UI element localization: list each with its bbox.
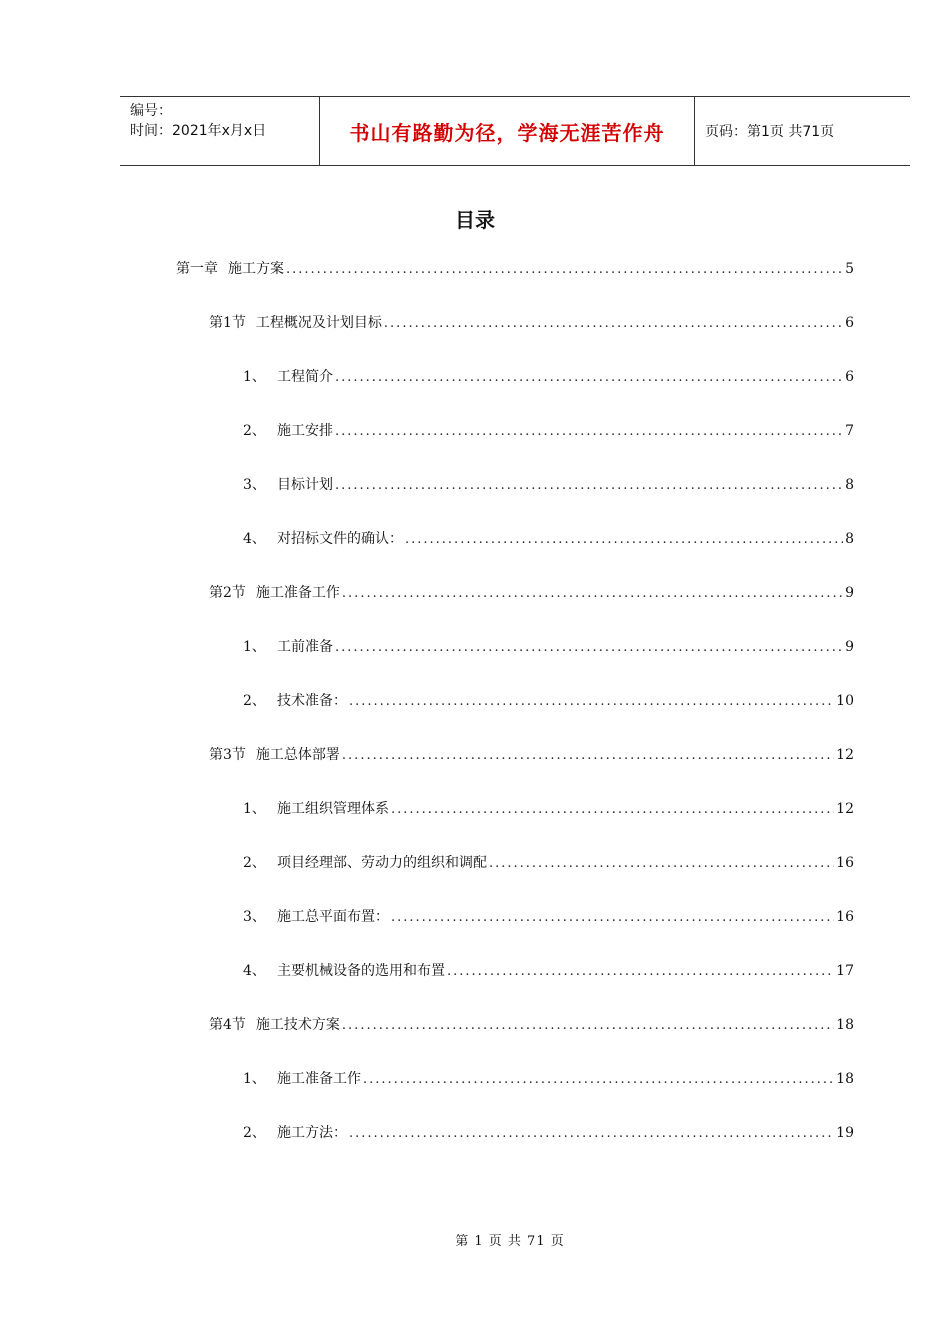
toc-entry-page: 7 <box>845 423 854 439</box>
header-page-info: 页码：第1页 共71页 <box>705 124 835 140</box>
toc-entry-number: 1、 <box>243 801 266 817</box>
toc-dot-leader <box>447 964 834 979</box>
toc-entry-title: 工前准备 <box>277 639 333 655</box>
toc-entry-page: 16 <box>836 909 854 925</box>
toc-entry[interactable] <box>209 1014 854 1038</box>
toc-entry-page: 10 <box>836 693 854 709</box>
toc-entry-page: 6 <box>845 315 854 331</box>
toc-entry-title: 施工技术方案 <box>255 1017 340 1033</box>
toc-entry[interactable] <box>176 258 854 282</box>
toc-entry-title: 对招标文件的确认： <box>277 531 403 547</box>
toc-entry[interactable] <box>243 528 854 552</box>
toc-entry-page: 12 <box>836 747 854 763</box>
document-header <box>120 96 910 166</box>
toc-entry-title: 施工安排 <box>277 423 333 439</box>
toc-entry-page: 9 <box>845 639 854 655</box>
toc-entry-page: 8 <box>845 477 854 493</box>
toc-dot-leader <box>335 640 843 655</box>
toc-entry[interactable] <box>243 960 854 984</box>
toc-title: 目录 <box>455 208 495 232</box>
toc-entry-number: 3、 <box>243 477 266 493</box>
toc-entry[interactable] <box>243 420 854 444</box>
toc-entry-number: 第2节 <box>209 585 246 601</box>
toc-entry-number: 2、 <box>243 1125 266 1141</box>
time-label: 时间：2021年x月x日 <box>130 123 267 139</box>
toc-dot-leader <box>335 478 843 493</box>
toc-dot-leader <box>489 856 834 871</box>
toc-entry[interactable] <box>243 798 854 822</box>
toc-entry-title: 施工总体部署 <box>255 747 340 763</box>
toc-entry-title: 施工准备工作 <box>277 1071 361 1087</box>
toc-entry-page: 8 <box>845 531 854 547</box>
toc-entry-title: 主要机械设备的选用和布置 <box>277 963 445 979</box>
toc-entry[interactable] <box>243 852 854 876</box>
toc-entry-number: 第3节 <box>209 747 246 763</box>
toc-dot-leader <box>286 262 843 277</box>
toc-entry-page: 19 <box>836 1125 854 1141</box>
toc-dot-leader <box>342 1018 834 1033</box>
toc-entry-number: 4、 <box>243 963 266 979</box>
toc-entry-page: 18 <box>836 1071 854 1087</box>
toc-dot-leader <box>405 532 843 547</box>
page-footer: 第 1 页 共 71 页 <box>455 1234 565 1249</box>
toc-dot-leader <box>349 694 834 709</box>
toc-entry[interactable] <box>209 744 854 768</box>
toc-entry-page: 5 <box>845 261 854 277</box>
toc-entry[interactable] <box>243 906 854 930</box>
serial-label: 编号： <box>130 103 172 119</box>
toc-entry-title: 项目经理部、劳动力的组织和调配 <box>277 855 487 871</box>
toc-dot-leader <box>342 748 834 763</box>
toc-entry-title: 目标计划 <box>277 477 333 493</box>
toc-entry-number: 4、 <box>243 531 266 547</box>
toc-entry-title: 施工总平面布置： <box>277 909 389 925</box>
toc-dot-leader <box>391 910 834 925</box>
toc-entry[interactable] <box>243 690 854 714</box>
toc-entry-page: 12 <box>836 801 854 817</box>
toc-entry-number: 1、 <box>243 369 266 385</box>
toc-entry-number: 1、 <box>243 639 266 655</box>
toc-dot-leader <box>335 370 843 385</box>
toc-entry-number: 2、 <box>243 693 266 709</box>
toc-entry[interactable] <box>243 474 854 498</box>
toc-entry-title: 施工准备工作 <box>255 585 340 601</box>
toc-dot-leader <box>335 424 843 439</box>
header-meta <box>120 97 320 165</box>
toc-entry-number: 2、 <box>243 423 266 439</box>
toc-entry-number: 第一章 <box>176 261 218 277</box>
toc-entry-title: 技术准备： <box>277 693 347 709</box>
toc-entry[interactable] <box>243 636 854 660</box>
toc-entry-number: 第1节 <box>209 315 246 331</box>
toc-entry-title: 施工方法： <box>277 1125 347 1141</box>
toc-entry-title: 施工组织管理体系 <box>277 801 389 817</box>
toc-entry[interactable] <box>243 1122 854 1146</box>
toc-entry-page: 16 <box>836 855 854 871</box>
toc-entry-number: 2、 <box>243 855 266 871</box>
toc-entry-number: 1、 <box>243 1071 266 1087</box>
toc-dot-leader <box>363 1072 834 1087</box>
toc-entry-page: 6 <box>845 369 854 385</box>
toc-dot-leader <box>384 316 843 331</box>
toc-entry[interactable] <box>243 366 854 390</box>
toc-entry-page: 9 <box>845 585 854 601</box>
toc-dot-leader <box>342 586 843 601</box>
toc-entry-title: 工程简介 <box>277 369 333 385</box>
toc-entry-title: 工程概况及计划目标 <box>255 315 382 331</box>
toc-dot-leader <box>391 802 834 817</box>
toc-entry-page: 18 <box>836 1017 854 1033</box>
toc-entry[interactable] <box>209 312 854 336</box>
toc-entry[interactable] <box>243 1068 854 1092</box>
toc-entry-number: 3、 <box>243 909 266 925</box>
header-motto: 书山有路勤为径，学海无涯苦作舟 <box>320 97 695 165</box>
toc-entry[interactable] <box>209 582 854 606</box>
toc-dot-leader <box>349 1126 834 1141</box>
toc-entry-title: 施工方案 <box>228 261 284 277</box>
toc-entry-page: 17 <box>836 963 854 979</box>
toc-entry-number: 第4节 <box>209 1017 246 1033</box>
